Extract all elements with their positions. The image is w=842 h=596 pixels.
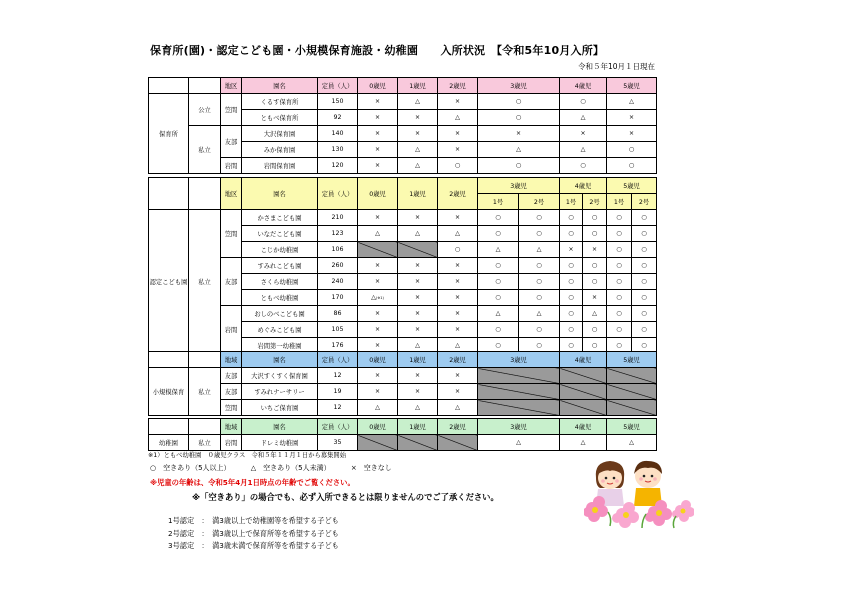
definition-2: 2号認定 ： 満3歳以上で保育所等を希望する子ども [168,529,339,538]
not-applicable-cell [607,384,657,400]
header-age2: 2歳児 [438,352,478,368]
ownership-label: 私立 [189,210,221,354]
header-g1: 1号 [607,194,632,210]
status-cell: ○ [607,306,632,322]
facility-name: ともべ幼稚園 [242,290,318,306]
header-age2: 2歳児 [438,78,478,94]
status-cell: × [438,126,478,142]
ownership-label: 公立 [189,94,221,126]
status-cell: × [358,306,398,322]
header-age4: 4歳児 [560,352,607,368]
header-age5: 5歳児 [607,352,657,368]
status-cell: ○ [519,322,560,338]
header-age0: 0歳児 [358,352,398,368]
header-age4: 4歳児 [560,78,607,94]
facility-name: おしのべこども園 [242,306,318,322]
status-cell: ○ [607,158,657,174]
header-g1: 1号 [560,194,583,210]
status-cell: ○ [519,258,560,274]
status-cell: × [438,210,478,226]
header-name: 園名 [242,178,318,210]
status-cell: × [398,258,438,274]
status-cell: △ [519,306,560,322]
status-cell: × [438,258,478,274]
status-cell: × [358,94,398,110]
status-cell: △ [398,158,438,174]
table-row [149,210,657,226]
facility-name: ともべ保育所 [242,110,318,126]
capacity-value: 105 [318,322,358,338]
header-g2: 2号 [632,194,657,210]
capacity-value: 260 [318,258,358,274]
header-age3: 3歳児 [478,178,560,194]
status-cell: × [398,368,438,384]
not-applicable-cell [438,435,478,451]
status-cell: × [358,368,398,384]
not-applicable-cell [478,368,560,384]
status-cell: △ [478,242,519,258]
status-cell: × [398,322,438,338]
status-cell: ○ [478,158,560,174]
status-cell: △ [438,400,478,416]
status-cell: × [358,338,398,354]
definition-3: 3号認定 ： 満3歳未満で保育所等を希望する子ども [168,541,339,550]
table-row [149,306,657,322]
status-cell: ○ [560,158,607,174]
header-capacity: 定員（人） [318,419,358,435]
table-row [149,158,657,174]
status-cell: ○ [632,242,657,258]
page-title: 保育所(園)・認定こども園・小規模保育施設・幼稚園 入所状況 【令和5年10月入所】 [150,44,605,57]
status-cell: △ [583,306,607,322]
status-cell: ○ [632,274,657,290]
category-label: 小規模保育 [149,368,189,416]
status-cell: ○ [478,290,519,306]
not-applicable-cell [607,400,657,416]
facility-name: みか保育園 [242,142,318,158]
district-label: 友部 [221,258,242,306]
capacity-value: 176 [318,338,358,354]
status-cell: ○ [478,210,519,226]
header-age1: 1歳児 [398,78,438,94]
header-capacity: 定員（人） [318,352,358,368]
availability-warning: ※「空きあり」の場合でも、必ず入所できるとは限りませんのでご了承ください。 [192,492,499,502]
status-cell: ○ [607,322,632,338]
status-cell: × [398,306,438,322]
not-applicable-cell [358,435,398,451]
capacity-value: 130 [318,142,358,158]
header-g1: 1号 [478,194,519,210]
header-age1: 1歳児 [398,178,438,210]
header-age4: 4歳児 [560,419,607,435]
status-cell: × [358,126,398,142]
header-district: 地区 [221,178,242,210]
header-g2: 2号 [519,194,560,210]
shokibo-table [148,351,657,416]
category-label: 認定こども園 [149,210,189,354]
not-applicable-cell [607,368,657,384]
facility-name: かさまこども園 [242,210,318,226]
district-label: 友部 [221,384,242,400]
header-age2: 2歳児 [438,178,478,210]
legend [150,463,410,473]
district-label: 岩間 [221,158,242,174]
capacity-value: 35 [318,435,358,451]
status-cell: × [438,384,478,400]
capacity-value: 12 [318,368,358,384]
capacity-value: 120 [318,158,358,174]
status-cell: × [583,242,607,258]
not-applicable-cell [398,435,438,451]
not-applicable-cell [560,384,607,400]
status-cell: ○ [560,322,583,338]
status-cell: × [358,258,398,274]
status-cell: ○ [519,338,560,354]
district-label: 友部 [221,126,242,158]
district-label: 岩間 [221,306,242,354]
status-cell: × [398,210,438,226]
header-name: 園名 [242,78,318,94]
facility-name: いちご保育園 [242,400,318,416]
status-cell: △ [478,306,519,322]
status-cell: × [583,290,607,306]
capacity-value: 19 [318,384,358,400]
header-district: 地域 [221,352,242,368]
status-cell: △ [398,338,438,354]
status-cell: ○ [632,306,657,322]
capacity-value: 12 [318,400,358,416]
status-cell: ○ [519,274,560,290]
table-row [149,400,657,416]
facility-name: 大沢保育園 [242,126,318,142]
status-cell: △ [398,400,438,416]
header-age1: 1歳児 [398,352,438,368]
header-age3: 3歳児 [478,419,560,435]
capacity-value: 210 [318,210,358,226]
status-cell: ○ [607,274,632,290]
status-cell: ○ [632,338,657,354]
status-cell: ○ [519,210,560,226]
status-cell: ○ [607,290,632,306]
footnote: ※1）ともべ幼稚園 ０歳児クラス 令和５年１１月１日から募集開始 [148,452,346,459]
status-cell: ○ [478,94,560,110]
legend-available: ○ 空きあり（5人以上） [150,464,231,472]
status-cell: △ [607,435,657,451]
status-cell: ○ [583,210,607,226]
status-cell: × [358,210,398,226]
status-cell: × [358,142,398,158]
facility-name: いなだこども園 [242,226,318,242]
youchien-table [148,418,657,451]
status-cell: ○ [519,290,560,306]
footnote-mark: (※1) [375,296,384,300]
header-age5: 5歳児 [607,419,657,435]
district-label: 岩間 [221,435,242,451]
table-row [149,94,657,110]
status-cell: ○ [478,274,519,290]
status-cell: ○ [583,322,607,338]
status-cell: △ [560,435,607,451]
ownership-label: 私立 [189,435,221,451]
status-cell: △ [398,142,438,158]
status-cell: × [438,368,478,384]
category-label: 保育所 [149,94,189,174]
status-cell: × [438,94,478,110]
status-cell: × [358,384,398,400]
capacity-value: 106 [318,242,358,258]
status-cell: × [398,274,438,290]
status-cell: × [478,126,560,142]
status-cell: ○ [560,274,583,290]
status-cell: × [398,126,438,142]
header-age1: 1歳児 [398,419,438,435]
capacity-value: 86 [318,306,358,322]
header-age5: 5歳児 [607,178,657,194]
capacity-value: 150 [318,94,358,110]
ownership-label: 私立 [189,126,221,174]
status-cell: × [560,242,583,258]
facility-name: 岩間保育園 [242,158,318,174]
status-cell: ○ [583,258,607,274]
header-age2: 2歳児 [438,419,478,435]
age-note: ※児童の年齢は、令和5年4月1日時点の年齢でご覧ください。 [150,478,355,487]
status-cell: ○ [478,258,519,274]
status-value: △ [371,294,376,301]
not-applicable-cell [560,368,607,384]
status-cell: △ [607,94,657,110]
status-cell: △ [398,94,438,110]
status-cell: △ [398,226,438,242]
status-cell: ○ [632,322,657,338]
status-cell: ○ [560,226,583,242]
status-cell: ○ [560,306,583,322]
facility-name: こじか幼稚園 [242,242,318,258]
status-cell: × [358,158,398,174]
facility-name: ドレミ幼稚園 [242,435,318,451]
status-cell: × [398,384,438,400]
status-cell: △ [560,110,607,126]
table-row [149,435,657,451]
capacity-value: 170 [318,290,358,306]
status-cell: ○ [438,242,478,258]
capacity-value: 240 [318,274,358,290]
status-cell: △ [560,142,607,158]
table-row [149,384,657,400]
status-cell: ○ [478,322,519,338]
status-cell: × [398,110,438,126]
facility-name: くるす保育所 [242,94,318,110]
header-age0: 0歳児 [358,419,398,435]
facility-name: 岩間第一幼稚園 [242,338,318,354]
status-cell: ○ [560,210,583,226]
status-cell: ○ [478,338,519,354]
not-applicable-cell [560,400,607,416]
facility-name: 大沢すくすく保育園 [242,368,318,384]
status-cell: ○ [560,290,583,306]
status-cell: × [398,290,438,306]
status-cell: ○ [632,258,657,274]
kodomoen-table [148,177,657,354]
status-cell: △ [478,142,560,158]
legend-few: △ 空きあり（5人未満） [250,464,331,472]
boy-icon [634,461,662,506]
status-cell: ○ [560,258,583,274]
status-cell: ○ [478,110,560,126]
status-cell: △ [478,435,560,451]
status-cell: ○ [607,210,632,226]
district-label: 友部 [221,368,242,384]
district-label: 笠間 [221,94,242,126]
status-cell: ○ [632,210,657,226]
capacity-value: 140 [318,126,358,142]
header-age3: 3歳児 [478,352,560,368]
status-cell: ○ [560,94,607,110]
ownership-label: 私立 [189,368,221,416]
header-age0: 0歳児 [358,78,398,94]
status-cell: ○ [632,226,657,242]
facility-name: めぐみこども園 [242,322,318,338]
status-cell: ○ [583,226,607,242]
as-of-date: 令和５年10月１日現在 [578,62,656,71]
header-name: 園名 [242,352,318,368]
status-cell: △ [358,226,398,242]
header-g2: 2号 [583,194,607,210]
status-cell: × [607,110,657,126]
status-cell: ○ [607,226,632,242]
status-cell: ○ [632,290,657,306]
capacity-value: 123 [318,226,358,242]
facility-name: さくら幼稚園 [242,274,318,290]
header-age3: 3歳児 [478,78,560,94]
status-cell: × [358,274,398,290]
facility-name: すみれこども園 [242,258,318,274]
status-cell: × [438,290,478,306]
district-label: 笠間 [221,210,242,258]
status-cell: △ [358,400,398,416]
status-cell: ○ [583,338,607,354]
status-cell: × [358,322,398,338]
capacity-value: 92 [318,110,358,126]
definition-1: 1号認定 ： 満3歳以上で幼稚園等を希望する子ども [168,516,339,525]
table-row [149,126,657,142]
header-district: 地域 [221,419,242,435]
status-cell: ○ [519,226,560,242]
header-capacity: 定員（人） [318,78,358,94]
status-cell: △ [438,110,478,126]
status-cell: × [438,306,478,322]
not-applicable-cell [478,384,560,400]
status-cell: ○ [583,274,607,290]
status-cell: ○ [607,338,632,354]
status-cell: ○ [438,158,478,174]
hoikusho-table [148,77,657,174]
status-cell: ○ [560,338,583,354]
status-cell: ○ [478,226,519,242]
header-district: 地区 [221,78,242,94]
not-applicable-cell [398,242,438,258]
status-cell: △ [438,338,478,354]
legend-full: × 空きなし [350,464,392,472]
status-cell: × [438,322,478,338]
facility-name: すみれナーサリー [242,384,318,400]
table-row [149,258,657,274]
status-cell: ○ [607,142,657,158]
status-cell: × [358,110,398,126]
status-cell: × [438,142,478,158]
status-cell: ○ [607,258,632,274]
status-cell: ○ [607,242,632,258]
header-age5: 5歳児 [607,78,657,94]
status-cell: × [607,126,657,142]
category-label: 幼稚園 [149,435,189,451]
not-applicable-cell [478,400,560,416]
header-age4: 4歳児 [560,178,607,194]
header-capacity: 定員（人） [318,178,358,210]
children-flowers-illustration [584,456,694,530]
status-cell: △ [519,242,560,258]
table-row [149,368,657,384]
status-cell: × [560,126,607,142]
header-name: 園名 [242,419,318,435]
status-cell: △ [438,226,478,242]
header-age0: 0歳児 [358,178,398,210]
not-applicable-cell [358,242,398,258]
district-label: 笠間 [221,400,242,416]
status-cell: × [438,274,478,290]
status-cell [358,290,398,306]
